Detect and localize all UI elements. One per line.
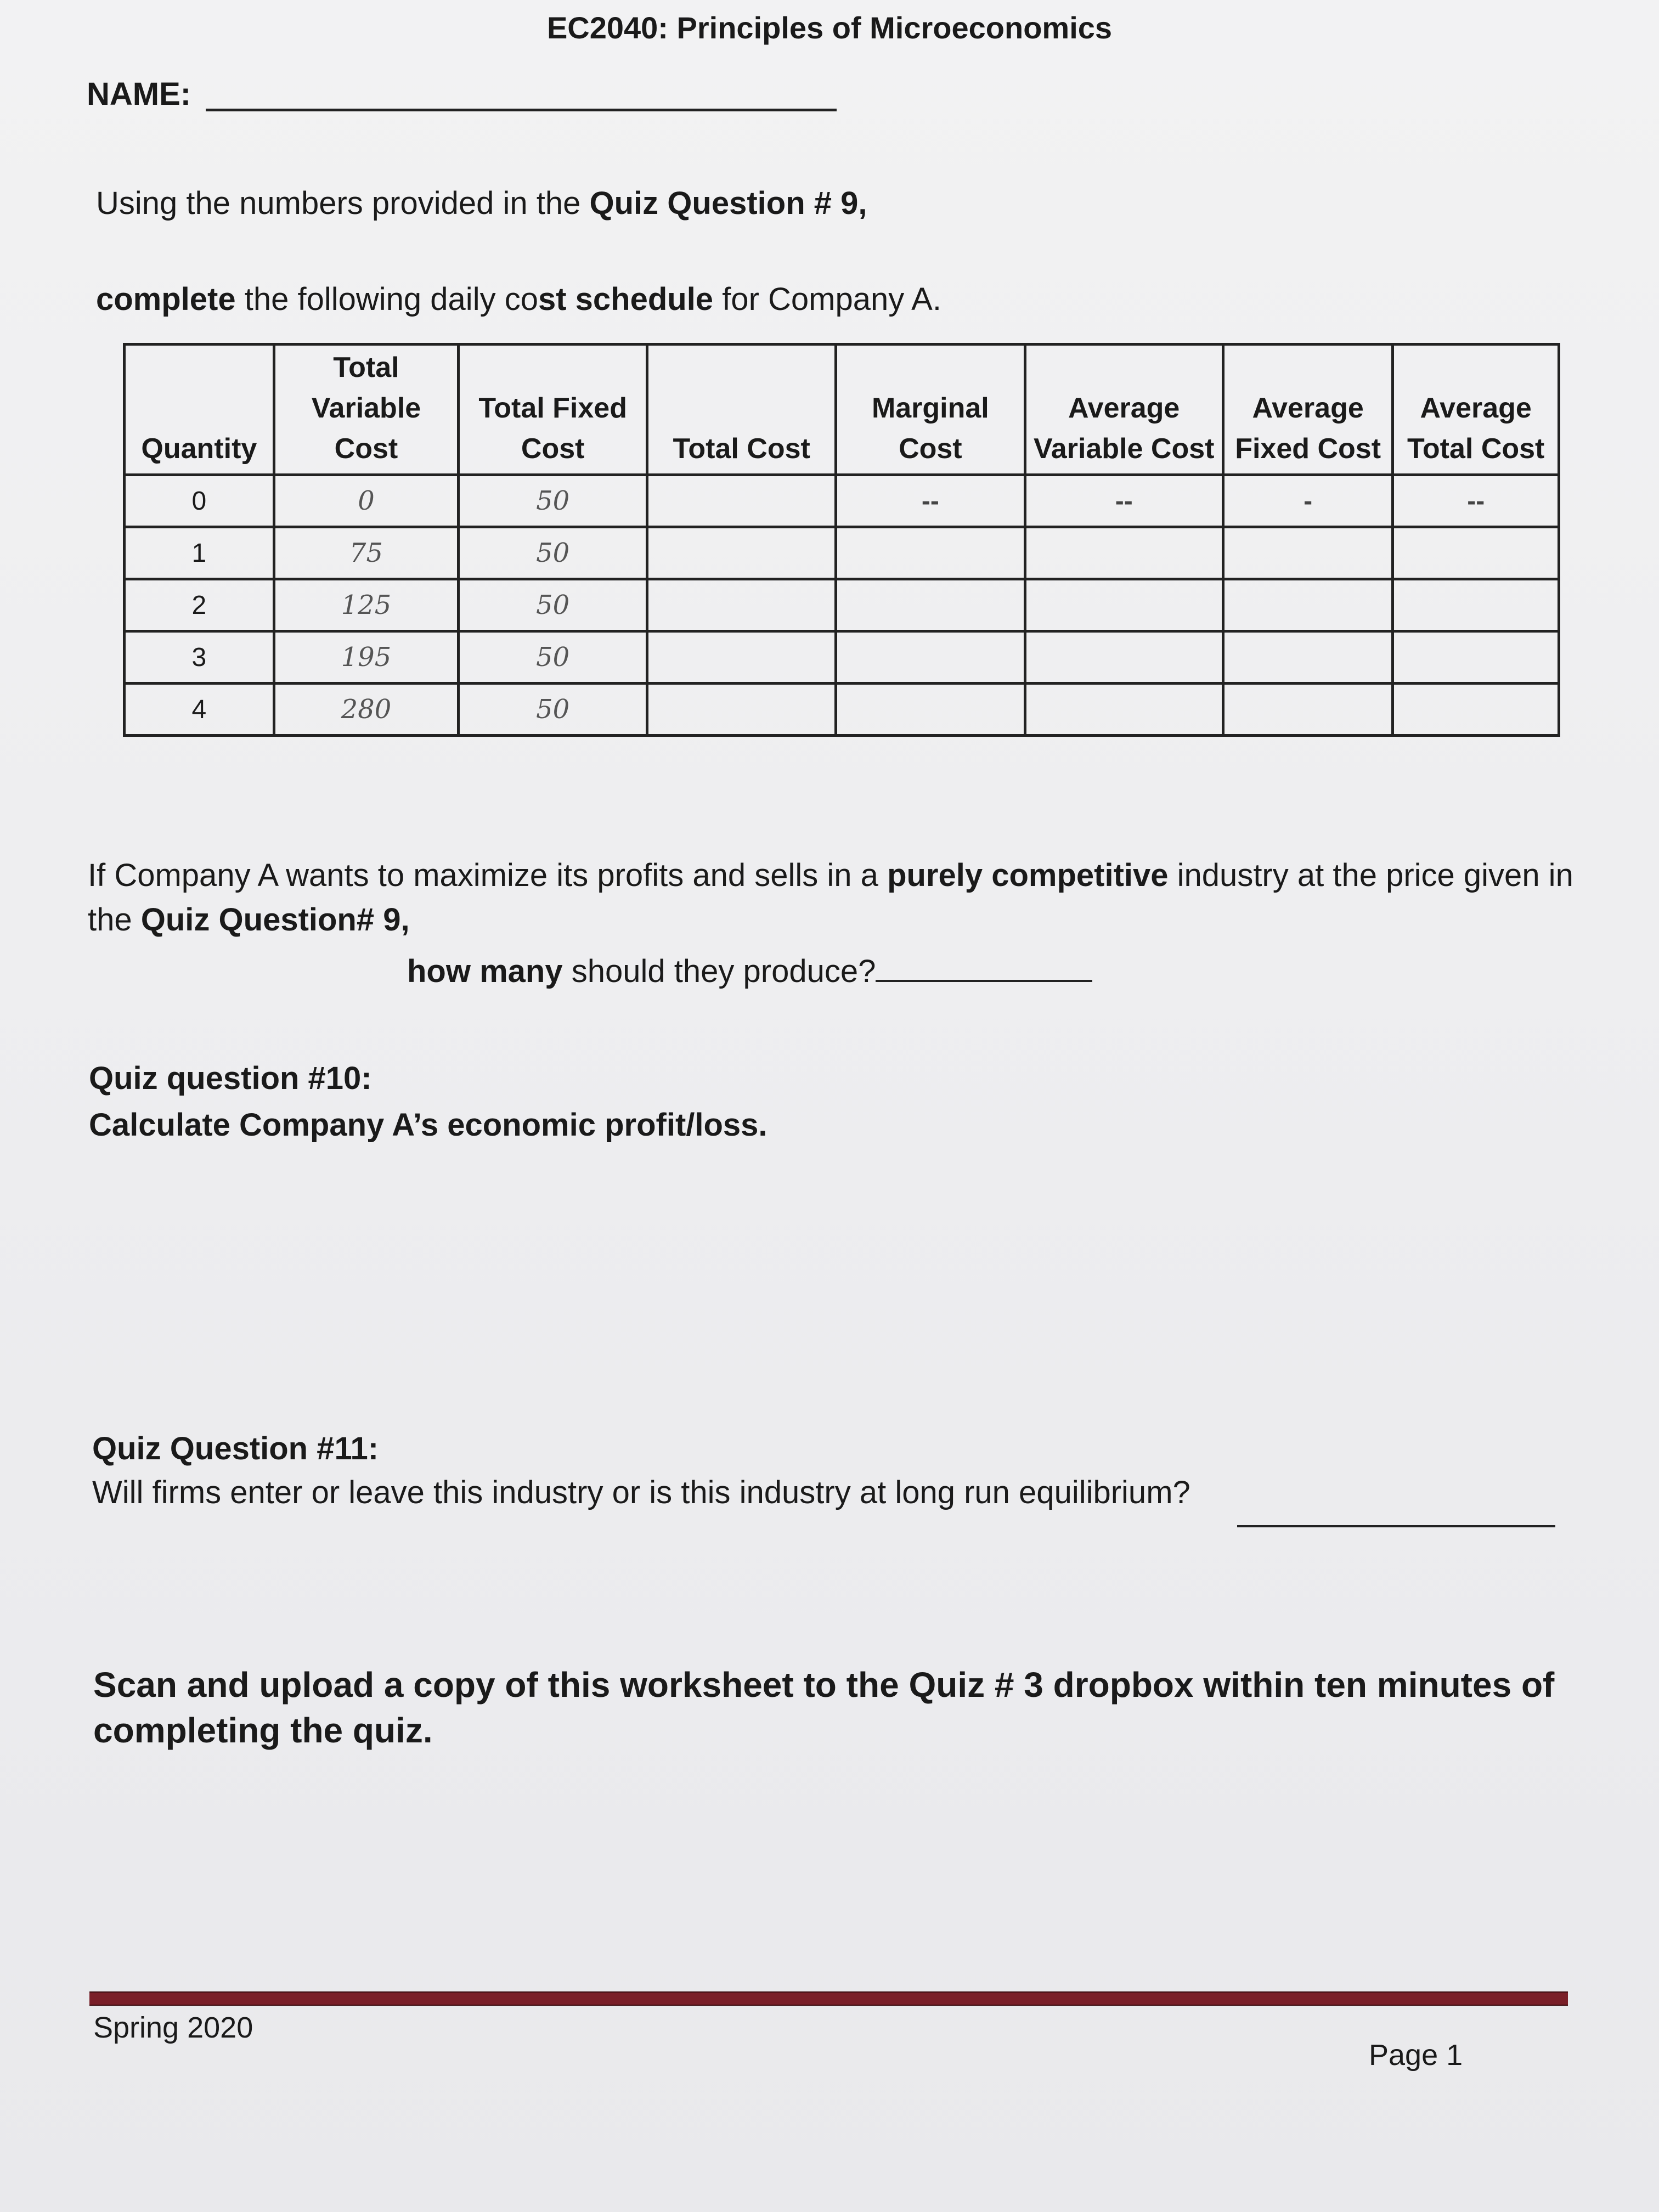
tvc-cell-handwritten[interactable]: 125 (274, 579, 458, 631)
atc-cell[interactable] (1393, 684, 1559, 736)
intro-line-2 (96, 277, 941, 321)
col-header-afc: Average Fixed Cost (1223, 345, 1393, 475)
answer-blank-equilibrium[interactable] (1237, 1525, 1555, 1527)
footer-rule (89, 1991, 1568, 2006)
q9-how-many: how many (407, 953, 563, 989)
tvc-cell-handwritten[interactable]: 195 (274, 631, 458, 684)
tc-cell[interactable] (647, 631, 836, 684)
avc-cell: -- (1025, 475, 1223, 527)
tc-cell[interactable] (647, 579, 836, 631)
q9-text-a: If Company A wants to maximize its profits and sells in a (88, 857, 888, 893)
col-header-atc: Average Total Cost (1393, 345, 1559, 475)
question-10-heading: Quiz question #10: (89, 1060, 372, 1096)
footer-term: Spring 2020 (93, 2011, 253, 2044)
quantity-cell: 2 (125, 579, 274, 631)
intro-text-2: the following daily co (235, 281, 538, 317)
intro-cost-schedule: st schedule (538, 281, 714, 317)
quantity-cell: 1 (125, 527, 274, 579)
tfc-cell-handwritten[interactable]: 50 (459, 579, 647, 631)
question-10-text: Calculate Company A’s economic profit/loss. (89, 1107, 768, 1143)
afc-cell[interactable] (1223, 579, 1393, 631)
atc-cell[interactable] (1393, 527, 1559, 579)
atc-cell[interactable] (1393, 631, 1559, 684)
avc-cell[interactable] (1025, 527, 1223, 579)
intro-line-1 (96, 181, 867, 225)
q9-text-f: should they produce? (562, 953, 876, 989)
col-header-tc: Total Cost (647, 345, 836, 475)
document-title: EC2040: Principles of Microeconomics (546, 10, 1113, 45)
table-row (125, 579, 1559, 631)
mc-cell: -- (836, 475, 1025, 527)
footer-page-number: Page 1 (1369, 2039, 1463, 2072)
atc-cell[interactable] (1393, 579, 1559, 631)
table-row (125, 684, 1559, 736)
col-header-avc: Average Variable Cost (1025, 345, 1223, 475)
tfc-cell-handwritten[interactable]: 50 (459, 684, 647, 736)
mc-cell[interactable] (836, 579, 1025, 631)
quantity-cell: 4 (125, 684, 274, 736)
tfc-cell-handwritten[interactable]: 50 (459, 631, 647, 684)
mc-cell[interactable] (836, 527, 1025, 579)
avc-cell[interactable] (1025, 684, 1223, 736)
quantity-cell: 0 (125, 475, 274, 527)
col-header-tfc: Total Fixed Cost (459, 345, 647, 475)
table-row (125, 631, 1559, 684)
atc-cell: -- (1393, 475, 1559, 527)
tvc-cell-handwritten[interactable]: 280 (274, 684, 458, 736)
avc-cell[interactable] (1025, 631, 1223, 684)
tc-cell[interactable] (647, 475, 836, 527)
q9-purely-competitive: purely competitive (887, 857, 1169, 893)
tvc-cell-handwritten[interactable]: 0 (274, 475, 458, 527)
q9-quiz-ref: Quiz Question# 9, (140, 902, 410, 938)
tfc-cell-handwritten[interactable]: 50 (459, 527, 647, 579)
intro-text: Using the numbers provided in the (96, 185, 590, 221)
table-header-row (125, 345, 1559, 475)
col-header-quantity: Quantity (125, 345, 274, 475)
intro-complete: complete (96, 281, 236, 317)
answer-blank-quantity[interactable] (876, 949, 1092, 982)
avc-cell[interactable] (1025, 579, 1223, 631)
intro-quiz-ref: Quiz Question # 9, (589, 185, 867, 221)
name-blank-line (206, 109, 837, 111)
col-header-tvc: Total Variable Cost (274, 345, 458, 475)
afc-cell[interactable] (1223, 527, 1393, 579)
tc-cell[interactable] (647, 527, 836, 579)
col-header-mc: Marginal Cost (836, 345, 1025, 475)
tvc-cell-handwritten[interactable]: 75 (274, 527, 458, 579)
q9-text-c: industry at the price given in the (88, 857, 1573, 938)
afc-cell[interactable] (1223, 684, 1393, 736)
upload-instruction: Scan and upload a copy of this worksheet to the Quiz # 3 dropbox within ten minutes of completing the quiz. (93, 1665, 1555, 1751)
mc-cell[interactable] (836, 631, 1025, 684)
afc-cell[interactable] (1223, 631, 1393, 684)
question-9-text (88, 853, 1596, 942)
question-11-heading: Quiz Question #11: (92, 1431, 379, 1466)
tc-cell[interactable] (647, 684, 836, 736)
mc-cell[interactable] (836, 684, 1025, 736)
question-11-text: Will firms enter or leave this industry or is this industry at long run equilibrium? (92, 1475, 1190, 1510)
afc-cell: - (1223, 475, 1393, 527)
intro-text-3: for Company A. (713, 281, 941, 317)
name-label: NAME: (87, 76, 191, 112)
quantity-cell: 3 (125, 631, 274, 684)
table-row (125, 527, 1559, 579)
cost-schedule-table (123, 343, 1560, 737)
question-9-prompt (407, 949, 1092, 994)
tfc-cell-handwritten[interactable]: 50 (459, 475, 647, 527)
table-row (125, 475, 1559, 527)
